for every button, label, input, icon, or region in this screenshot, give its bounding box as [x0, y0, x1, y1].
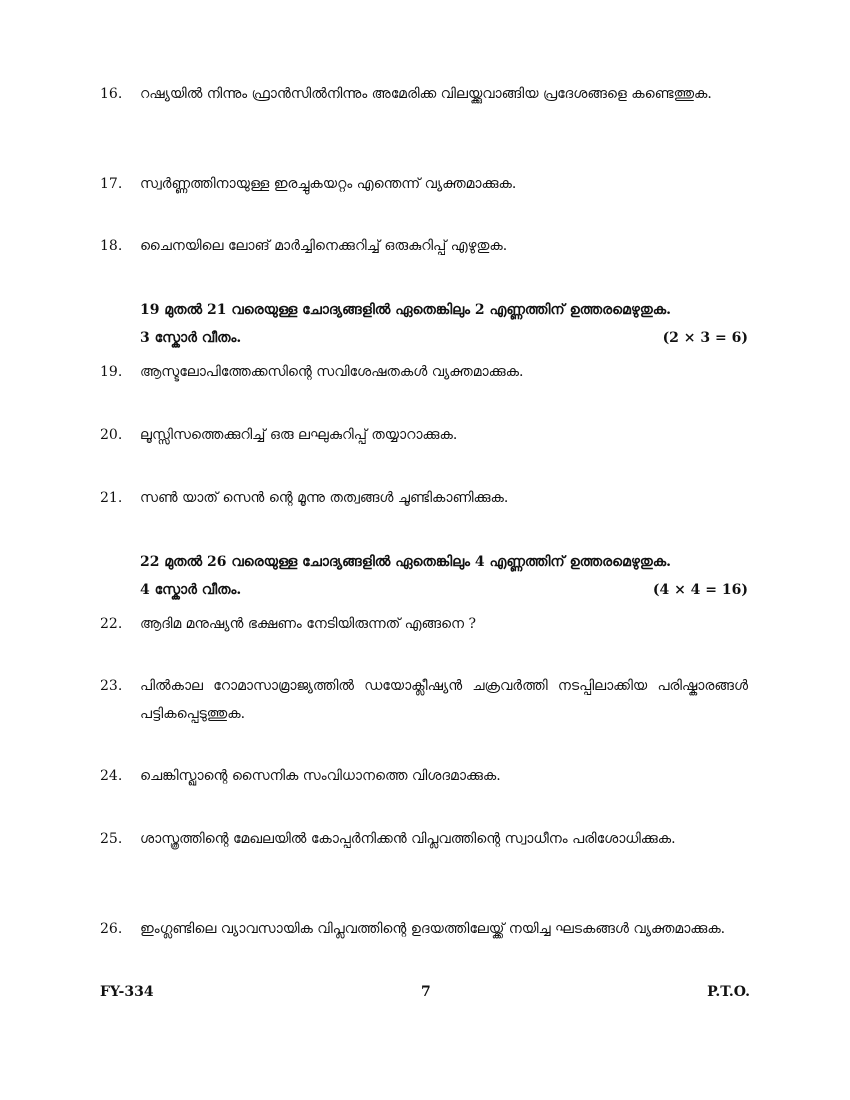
question-number: 17. — [100, 176, 123, 192]
question-26 — [100, 915, 748, 943]
question-text: സൺ യാത് സെൻ ന്റെ മൂന്നു തത്വങ്ങൾ ചൂണ്ടികാണിക്കുക. — [140, 490, 509, 506]
question-19 — [100, 358, 748, 386]
please-turn-over: P.T.O. — [707, 984, 750, 1000]
question-20 — [100, 421, 748, 449]
section-instruction-text: 19 മുതൽ 21 വരെയുള്ള ചോദ്യങ്ങളിൽ ഏതെങ്കിലും 2 എണ്ണത്തിന് ഉത്തരമെഴുതുക. — [140, 302, 672, 318]
question-text: ചൈനയിലെ ലോങ് മാർച്ചിനെക്കുറിച്ച് ഒരുകുറിപ്പ് എഴുതുക. — [140, 238, 508, 254]
question-text: ആദിമ മനുഷ്യൻ ഭക്ഷണം നേടിയിരുന്നത് എങ്ങനെ ? — [140, 616, 476, 632]
question-number: 16. — [100, 86, 123, 102]
question-number: 20. — [100, 427, 123, 443]
question-21 — [100, 484, 748, 512]
question-text: ഇംഗ്ലണ്ടിലെ വ്യാവസായിക വിപ്ലവത്തിന്റെ ഉദയത്തിലേയ്ക്ക് നയിച്ച ഘടകങ്ങൾ വ്യക്തമാക്കുക. — [140, 921, 726, 937]
question-number: 23. — [100, 678, 123, 694]
section-instruction-text: 22 മുതൽ 26 വരെയുള്ള ചോദ്യങ്ങളിൽ ഏതെങ്കിലും 4 എണ്ണത്തിന് ഉത്തരമെഴുതുക. — [140, 554, 672, 570]
question-number: 18. — [100, 238, 123, 254]
question-text: സ്വർണ്ണത്തിനായുള്ള ഇരച്ചുകയറ്റം എന്തെന്ന് വ്യക്തമാക്കുക. — [140, 176, 517, 192]
section-marks-each: 3 സ്കോർ വീതം. — [140, 330, 242, 346]
question-18 — [100, 232, 748, 260]
paper-code: FY-334 — [100, 984, 154, 1000]
section-marks-total: (2 × 3 = 6) — [662, 330, 748, 346]
question-number: 24. — [100, 768, 123, 784]
question-number: 22. — [100, 616, 123, 632]
question-24 — [100, 762, 748, 790]
question-text: റഷ്യയിൽ നിന്നും ഫ്രാൻസിൽനിന്നും അമേരിക്ക വിലയ്ക്കുവാങ്ങിയ പ്രദേശങ്ങളെ കണ്ടെത്തുക. — [140, 86, 712, 102]
question-text: പിൽകാല റോമാസാമ്രാജ്യത്തിൽ ഡയോക്ലീഷ്യൻ ചക്രവർത്തി നടപ്പിലാക്കിയ പരിഷ്കാരങ്ങൾ പട്ടികപ്പെടുത്തുക. — [140, 678, 748, 722]
question-number: 19. — [100, 364, 123, 380]
question-25 — [100, 825, 748, 853]
question-text: ചെങ്കിസ്ഖാന്റെ സൈനിക സംവിധാനത്തെ വിശദമാക്കുക. — [140, 768, 501, 784]
page-number: 7 — [421, 984, 431, 1000]
section-marks-each: 4 സ്കോർ വീതം. — [140, 582, 242, 598]
question-number: 26. — [100, 921, 123, 937]
question-text: ആസ്ടലോപിത്തേക്കസിന്റെ സവിശേഷതകൾ വ്യക്തമാക്കുക. — [140, 364, 524, 380]
section-marks-total: (4 × 4 = 16) — [652, 582, 748, 598]
question-number: 25. — [100, 831, 123, 847]
question-16 — [100, 80, 748, 108]
section-instruction-22-26 — [140, 548, 748, 604]
question-number: 21. — [100, 490, 123, 506]
question-text: ലൂസ്സിസത്തെക്കുറിച്ച് ഒരു ലഘുകുറിപ്പ് തയ്യാറാക്കുക. — [140, 427, 458, 443]
question-23 — [100, 672, 748, 728]
section-instruction-19-21 — [140, 296, 748, 352]
question-17 — [100, 170, 748, 198]
question-22 — [100, 610, 748, 638]
question-text: ശാസ്ത്രത്തിന്റെ മേഖലയിൽ കോപ്പർനിക്കൻ വിപ്ലവത്തിന്റെ സ്വാധീനം പരിശോധിക്കുക. — [140, 831, 676, 847]
